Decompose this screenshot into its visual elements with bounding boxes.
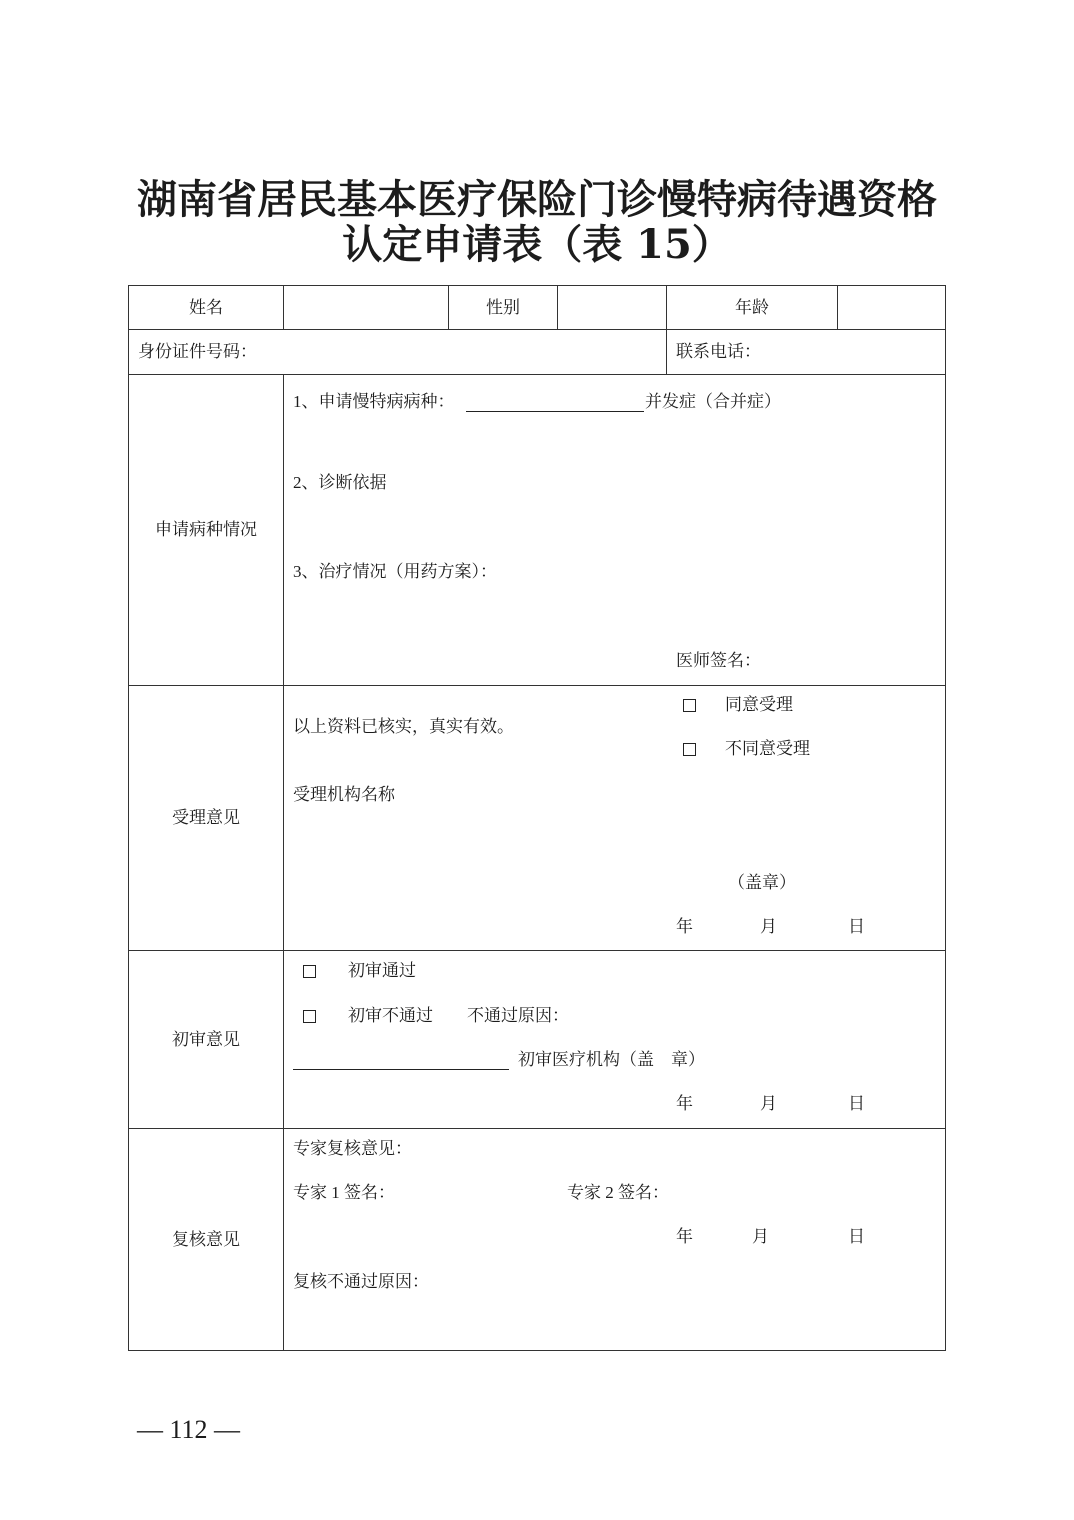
gender-label: 性别: [486, 297, 520, 317]
agree-option-label: 同意受理: [725, 695, 793, 714]
acceptance-date-month: 月: [760, 917, 777, 936]
name-label: 姓名: [189, 297, 223, 317]
review-section-label: 复核意见: [172, 1229, 240, 1249]
preliminary-fail-checkbox[interactable]: [303, 1010, 316, 1023]
preliminary-date-month: 月: [760, 1094, 777, 1113]
complication-label: 并发症（合并症）: [645, 392, 781, 411]
review-date-month: 月: [752, 1227, 769, 1246]
disagree-checkbox[interactable]: [683, 743, 696, 756]
review-fail-reason-label: 复核不通过原因：: [293, 1272, 429, 1291]
name-label-cell: [128, 285, 284, 330]
preliminary-date-year: 年: [676, 1094, 693, 1113]
gender-label-cell: [448, 285, 558, 330]
review-section-content: [283, 1128, 946, 1351]
acceptance-section-content: [283, 685, 946, 951]
application-form-table: [128, 285, 946, 1351]
preliminary-date-day: 日: [848, 1094, 865, 1113]
disease-type-blank[interactable]: [466, 392, 644, 412]
form-title-line-2: 认定申请表（表 15）: [342, 221, 732, 268]
phone-label: 联系电话：: [676, 342, 761, 361]
preliminary-section-label-cell: [128, 950, 284, 1129]
review-section-label-cell: [128, 1128, 284, 1351]
preliminary-section-label: 初审意见: [172, 1029, 240, 1049]
disagree-option-label: 不同意受理: [725, 739, 810, 758]
disease-type-label: 1、申请慢特病病种：: [293, 392, 455, 411]
acceptance-section-label: 受理意见: [172, 808, 240, 827]
diagnosis-basis-label: 2、诊断依据: [293, 473, 387, 492]
age-label-cell: [666, 285, 838, 330]
acceptance-date-day: 日: [848, 917, 865, 936]
disease-section-label: 申请病种情况: [155, 520, 257, 539]
disease-section-content: [283, 374, 946, 686]
review-date-day: 日: [848, 1227, 865, 1246]
treatment-label: 3、治疗情况（用药方案）：: [293, 562, 497, 581]
preliminary-fail-label: 初审不通过: [348, 1006, 433, 1025]
id-number-field[interactable]: [128, 329, 667, 375]
doctor-signature-label: 医师签名：: [676, 651, 761, 670]
age-label: 年龄: [735, 297, 769, 317]
seal-label: （盖章）: [728, 873, 796, 892]
id-number-label: 身份证件号码：: [138, 342, 257, 361]
accepting-institution-label: 受理机构名称: [293, 785, 395, 804]
preliminary-institution-blank[interactable]: [293, 1050, 509, 1070]
name-field[interactable]: [283, 285, 449, 330]
page-number: — 112 —: [137, 1415, 241, 1444]
expert1-signature-label: 专家 1 签名：: [293, 1183, 395, 1202]
age-field[interactable]: [837, 285, 946, 330]
verified-statement: 以上资料已核实，真实有效。: [293, 717, 514, 736]
acceptance-date-year: 年: [676, 917, 693, 936]
expert-opinion-label: 专家复核意见：: [293, 1139, 412, 1158]
preliminary-pass-checkbox[interactable]: [303, 965, 316, 978]
preliminary-fail-reason-label: 不通过原因：: [467, 1006, 569, 1025]
gender-field[interactable]: [557, 285, 667, 330]
form-title-line-1: 湖南省居民基本医疗保险门诊慢特病待遇资格: [137, 176, 937, 223]
expert2-signature-label: 专家 2 签名：: [567, 1183, 669, 1202]
preliminary-institution-seal-label: 初审医疗机构（盖 章）: [518, 1050, 705, 1069]
agree-checkbox[interactable]: [683, 699, 696, 712]
review-date-year: 年: [676, 1227, 693, 1246]
acceptance-section-label-cell: [128, 685, 284, 951]
phone-field[interactable]: [666, 329, 946, 375]
disease-section-label-cell: [128, 374, 284, 686]
preliminary-pass-label: 初审通过: [348, 961, 416, 980]
preliminary-section-content: [283, 950, 946, 1129]
